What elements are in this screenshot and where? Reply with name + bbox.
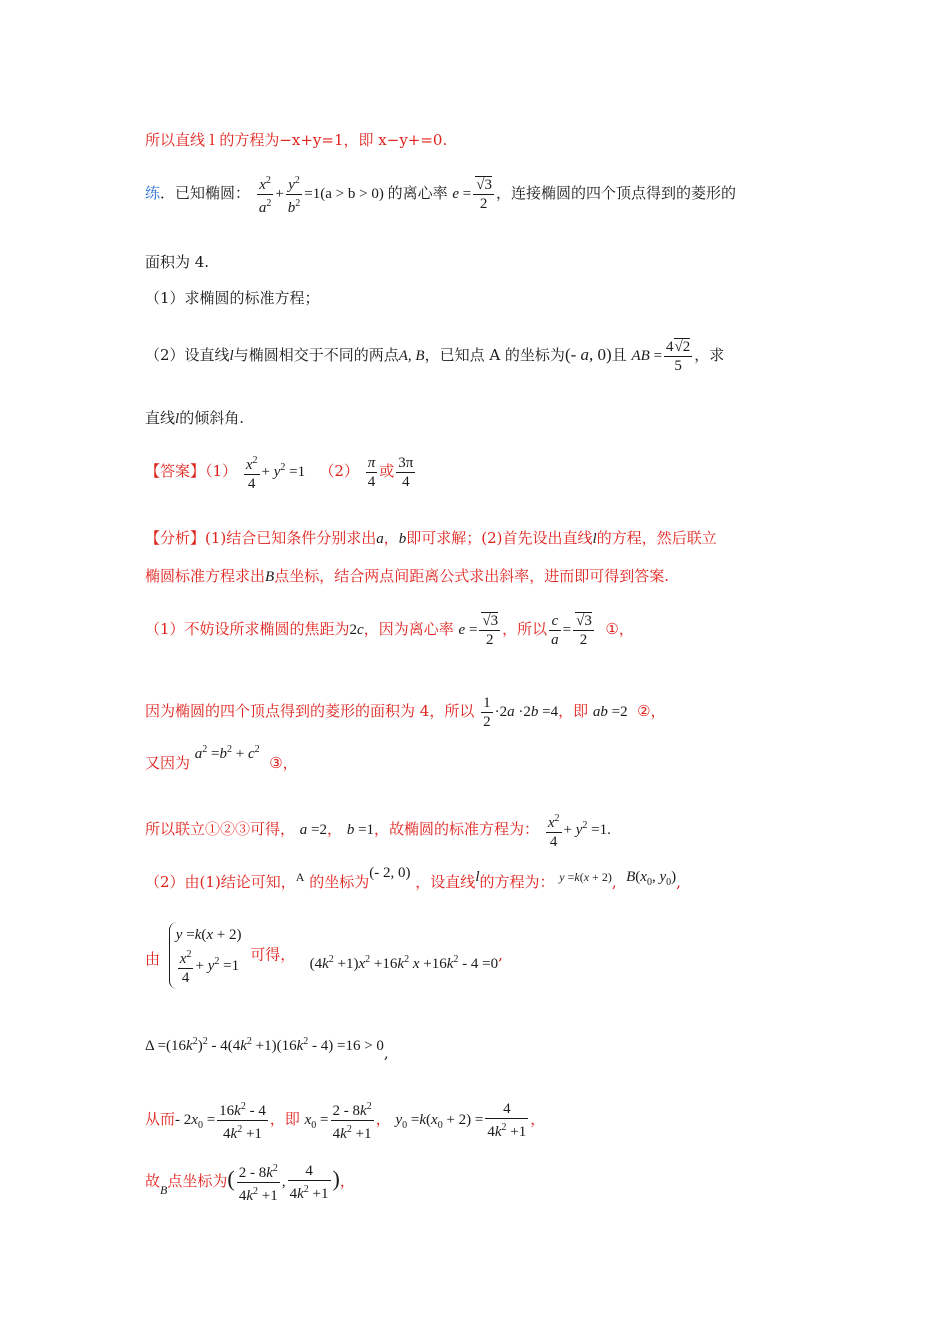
s1-text-d: ①，	[605, 619, 634, 638]
solution-3: 又因为 $a^2 =b^2 + c^2$ ③，	[145, 744, 298, 772]
s9-text-a: 故	[145, 1171, 161, 1190]
practice-label: 练	[145, 183, 161, 202]
analysis-text-5: 椭圆标准方程求出	[145, 567, 266, 585]
answer-or: 或	[379, 461, 395, 480]
area-text: 面积为 4.	[145, 253, 210, 271]
solution-1: （1）不妨设所求椭圆的焦距为2c，因为离心率 e = $\frac{√3}{2}$ ，所以 $\frac{c}{a}$ = $\frac{√3}{2}$ ①，	[145, 613, 634, 648]
s5-text-d: 的方程为：	[479, 873, 555, 891]
line-1	[145, 130, 447, 150]
solution-6: 由 y =k(x + 2) $\frac{x^2}{4}$ + $y^2 =1$ 可得， $(4k^2 +1)x^2 +16k^2$ $x +16k^2 - 4 =0$,	[145, 922, 503, 989]
q2-text-c: ，已知点 A 的坐标为	[424, 345, 565, 364]
ellipse-condition: =1(a > b > 0)	[304, 185, 384, 202]
s2-text-a: 因为椭圆的四个顶点得到的菱形的面积为 4，所以	[145, 701, 475, 720]
question-1-text: （1）求椭圆的标准方程；	[145, 289, 320, 307]
line-area	[145, 252, 209, 272]
s3-text-a: 又因为	[145, 754, 191, 772]
answer-line: 【答案】（1） $\frac{x^2}{4}$ + $y^2 =1$ （2） $\frac{\pi}{4}$ 或 $\frac{3\pi}{4}$	[145, 452, 417, 493]
s4-text-b: ，	[327, 819, 343, 838]
analysis-text-2: ，	[383, 529, 399, 547]
analysis-text-3: 即可求解；(2)首先设出直线	[406, 529, 593, 547]
solution-5: （2）由(1)结论可知，$^A$ 的坐标为(- 2, 0) ，设直线l的方程为： $^{y =k(x + 2)}$, $B(x_0$, $y_0$),	[145, 865, 681, 891]
s9-text-b: 点坐标为	[167, 1171, 228, 1190]
practice-text-2: 的离心率	[387, 183, 448, 202]
s6-text-a: 由	[145, 949, 161, 968]
eccentricity-formula: e = $\frac{√3}{2}$	[452, 177, 492, 212]
system-of-equations: y =k(x + 2) $\frac{x^2}{4}$ + $y^2 =1$	[169, 922, 242, 989]
answer-1-formula: $\frac{x^2}{4}$ + $y^2 =1$	[242, 464, 305, 480]
s5-text-c: ，设直线	[415, 873, 476, 891]
q2-text-e: ，求	[694, 345, 725, 364]
solution-4: 所以联立①②③可得， a =2， b =1，故椭圆的标准方程为： $\frac{x^2}{4}$ + $y^2 =1$.	[145, 810, 611, 851]
q2-text-g: 的倾斜角.	[179, 409, 244, 427]
q2-text-d: 且	[611, 345, 627, 364]
analysis-text-4: 的方程，然后联立	[596, 529, 717, 547]
solution-8: 从而- $2x_0$ = $\frac{16k^2 - 4}{4k^2 +1}$ ，即 $x_0$ = $\frac{2 - 8k^2}{4k^2 +1}$ ， $y_0 =k(x_0 + 2)$ = $\frac{4}{4k^2 +1}$ ，	[145, 1098, 545, 1143]
question-1	[145, 288, 320, 308]
s5-text-b: 的坐标为	[309, 873, 370, 891]
practice-line	[145, 172, 736, 217]
s8-text-b: ，即	[269, 1109, 300, 1128]
analysis-text-1: (1)结合已知条件分别求出	[205, 529, 377, 547]
s8-text-a: 从而	[145, 1109, 176, 1128]
q2-text-a: （2）设直线	[145, 345, 230, 364]
s4-text-a: 所以联立①②③可得，	[145, 819, 296, 838]
answer-2-label: （2）	[319, 461, 359, 480]
analysis-line-1: 【分析】(1)结合已知条件分别求出a，b即可求解；(2)首先设出直线l的方程，然后联立	[145, 529, 717, 547]
s1-text-c: ，所以	[502, 619, 548, 638]
question-2: （2）设直线l与椭圆相交于不同的两点A, B，已知点 A 的坐标为(- a, 0)且 AB = $\frac{4√2}{5}$ ，求	[145, 339, 725, 374]
practice-text-3: ，连接椭圆的四个顶点得到的菱形的	[495, 183, 736, 202]
answer-2-formula: $\frac{\pi}{4}$	[367, 455, 376, 490]
practice-text-1: ．已知椭圆：	[160, 183, 251, 202]
question-2-cont: 直线l的倾斜角.	[145, 409, 244, 427]
s6-text-b: 可得，	[250, 945, 296, 964]
answer-label: 【答案】（1）	[145, 461, 238, 480]
ellipse-formula: $\frac{x^2}{a^2}$ + $\frac{y^2}{b^2}$ =1(a > b > 0)	[255, 186, 388, 202]
s2-text-b: ，即	[558, 701, 589, 720]
s3-text-b: ③，	[269, 754, 298, 772]
s1-text-a: （1）不妨设所求椭圆的焦距为	[145, 619, 350, 638]
solution-2: 因为椭圆的四个顶点得到的菱形的面积为 4，所以 $\frac{1}{2}$ ·2a ·2b =4，即 ab =2 ②，	[145, 695, 666, 730]
analysis-line-2: 椭圆标准方程求出B点坐标，结合两点间距离公式求出斜率，进而即可得到答案.	[145, 567, 669, 585]
solution-7: $\Delta =(16k^2)^2 - 4(4k^2 +1)(16k^2 - 4) =16 > 0$,	[145, 1036, 389, 1062]
ab-formula: AB = $\frac{4√2}{5}$	[631, 339, 691, 374]
q2-text-f: 直线	[145, 409, 176, 427]
s5-text-a: （2）由(1)结论可知，	[145, 873, 296, 891]
s4-text-c: ，故椭圆的标准方程为：	[374, 819, 540, 838]
analysis-label: 【分析】	[145, 529, 206, 547]
q2-text-b: 与椭圆相交于不同的两点	[233, 345, 399, 364]
s2-text-c: ②，	[637, 701, 666, 720]
solution-9: 故$_B$点坐标为( $\frac{2 - 8k^2}{4k^2 +1}$ , $\frac{4}{4k^2 +1}$ )，	[145, 1160, 355, 1205]
line-1-text: 所以直线 l 的方程为−x+y=1，即 x−y+=0.	[145, 131, 448, 149]
s1-text-b: ，因为离心率	[363, 619, 454, 638]
analysis-text-6: 点坐标，结合两点间距离公式求出斜率，进而即可得到答案.	[274, 567, 669, 585]
